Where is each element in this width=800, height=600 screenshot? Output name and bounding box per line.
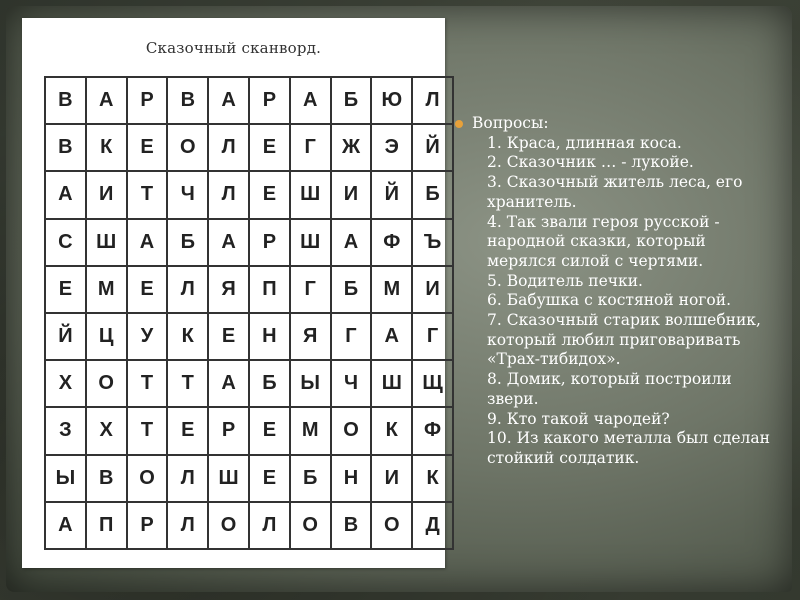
question-item: 7. Сказочный старик волшебник, который любил приговаривать «Трах-тибидох». xyxy=(487,311,761,369)
grid-cell: Ш xyxy=(86,219,127,266)
grid-cell: М xyxy=(371,266,412,313)
grid-cell: К xyxy=(412,455,453,502)
grid-cell: О xyxy=(127,455,168,502)
question-item: 8. Домик, который построили звери. xyxy=(487,370,732,408)
grid-cell: Я xyxy=(208,266,249,313)
grid-cell: Д xyxy=(412,502,453,549)
grid-row xyxy=(45,407,453,454)
grid-row xyxy=(45,219,453,266)
grid-cell: Ш xyxy=(290,219,331,266)
grid-cell: А xyxy=(86,77,127,124)
grid-cell: Э xyxy=(371,124,412,171)
grid-cell: Е xyxy=(167,407,208,454)
grid-row xyxy=(45,313,453,360)
grid-cell: Ч xyxy=(331,360,372,407)
question-item: 3. Сказочный житель леса, его хранитель. xyxy=(487,173,743,211)
grid-row xyxy=(45,171,453,218)
grid-cell: А xyxy=(208,77,249,124)
grid-cell: Х xyxy=(45,360,86,407)
grid-cell: Н xyxy=(249,313,290,360)
grid-cell: Ю xyxy=(371,77,412,124)
grid-cell: И xyxy=(331,171,372,218)
question-item: 5. Водитель печки. xyxy=(487,271,643,290)
grid-cell: О xyxy=(371,502,412,549)
grid-cell: А xyxy=(331,219,372,266)
grid-cell: Г xyxy=(290,124,331,171)
grid-cell: П xyxy=(86,502,127,549)
question-item: 9. Кто такой чародей? xyxy=(487,409,670,428)
grid-cell: А xyxy=(371,313,412,360)
question-item: 10. Из какого металла был сделан стойкий солдатик. xyxy=(487,429,770,467)
grid-cell: Р xyxy=(249,219,290,266)
grid-cell: Л xyxy=(412,77,453,124)
grid-cell: Щ xyxy=(412,360,453,407)
grid-cell: Е xyxy=(208,313,249,360)
grid-cell: Я xyxy=(290,313,331,360)
grid-cell: Е xyxy=(127,266,168,313)
grid-cell: С xyxy=(45,219,86,266)
grid-cell: К xyxy=(371,407,412,454)
letter-grid xyxy=(44,76,454,550)
grid-row xyxy=(45,455,453,502)
grid-cell: И xyxy=(412,266,453,313)
question-item: 2. Сказочник … - лукойе. xyxy=(487,153,694,172)
grid-row xyxy=(45,360,453,407)
grid-cell: Л xyxy=(167,266,208,313)
grid-cell: Б xyxy=(331,77,372,124)
grid-cell: К xyxy=(86,124,127,171)
grid-cell: Ъ xyxy=(412,219,453,266)
grid-cell: Ф xyxy=(371,219,412,266)
grid-row xyxy=(45,266,453,313)
questions-heading: Вопросы: xyxy=(472,114,549,132)
grid-cell: Л xyxy=(167,502,208,549)
grid-cell: Е xyxy=(249,124,290,171)
grid-cell: Р xyxy=(208,407,249,454)
grid-cell: Е xyxy=(45,266,86,313)
grid-cell: Ш xyxy=(371,360,412,407)
grid-cell: Т xyxy=(167,360,208,407)
grid-cell: Ы xyxy=(45,455,86,502)
grid-cell: З xyxy=(45,407,86,454)
question-item: 6. Бабушка с костяной ногой. xyxy=(487,291,732,310)
grid-cell: Т xyxy=(127,171,168,218)
grid-cell: В xyxy=(86,455,127,502)
grid-cell: Б xyxy=(290,455,331,502)
grid-cell: Е xyxy=(249,171,290,218)
grid-cell: Г xyxy=(412,313,453,360)
grid-cell: Р xyxy=(249,77,290,124)
grid-cell: В xyxy=(45,77,86,124)
grid-cell: Й xyxy=(45,313,86,360)
question-item: 4. Так звали героя русской - народной сказки, который мерялся силой с чертями. xyxy=(487,212,720,270)
grid-cell: Л xyxy=(208,171,249,218)
grid-row xyxy=(45,124,453,171)
puzzle-title: Сказочный сканворд. xyxy=(145,39,322,57)
grid-cell: У xyxy=(127,313,168,360)
grid-cell: А xyxy=(45,171,86,218)
grid-cell: Ф xyxy=(412,407,453,454)
grid-cell: К xyxy=(167,313,208,360)
grid-cell: Р xyxy=(127,502,168,549)
grid-cell: Ш xyxy=(208,455,249,502)
grid-cell: В xyxy=(45,124,86,171)
grid-cell: Б xyxy=(249,360,290,407)
scanword-sheet xyxy=(22,18,445,568)
grid-cell: Ш xyxy=(290,171,331,218)
grid-cell: Ц xyxy=(86,313,127,360)
grid-cell: Е xyxy=(249,407,290,454)
grid-cell: Б xyxy=(412,171,453,218)
grid-cell: Г xyxy=(290,266,331,313)
bullet-icon xyxy=(455,120,463,128)
grid-cell: О xyxy=(167,124,208,171)
grid-cell: Г xyxy=(331,313,372,360)
grid-cell: Л xyxy=(167,455,208,502)
grid-cell: И xyxy=(371,455,412,502)
grid-cell: Е xyxy=(127,124,168,171)
grid-cell: О xyxy=(86,360,127,407)
grid-row xyxy=(45,77,453,124)
grid-cell: Н xyxy=(331,455,372,502)
grid-cell: О xyxy=(208,502,249,549)
grid-row xyxy=(45,502,453,549)
question-item: 1. Краса, длинная коса. xyxy=(487,133,682,152)
grid-cell: Х xyxy=(86,407,127,454)
grid-cell: Ч xyxy=(167,171,208,218)
grid-cell: Е xyxy=(249,455,290,502)
grid-cell: В xyxy=(331,502,372,549)
questions-list xyxy=(487,134,772,469)
grid-cell: Б xyxy=(331,266,372,313)
grid-cell: А xyxy=(208,360,249,407)
grid-cell: Л xyxy=(208,124,249,171)
grid-cell: И xyxy=(86,171,127,218)
grid-cell: Т xyxy=(127,360,168,407)
grid-cell: М xyxy=(290,407,331,454)
questions-panel xyxy=(472,114,772,469)
grid-cell: П xyxy=(249,266,290,313)
grid-cell: О xyxy=(290,502,331,549)
grid-cell: В xyxy=(167,77,208,124)
grid-cell: Л xyxy=(249,502,290,549)
grid-cell: Ж xyxy=(331,124,372,171)
grid-cell: А xyxy=(45,502,86,549)
grid-cell: Б xyxy=(167,219,208,266)
grid-cell: Й xyxy=(412,124,453,171)
grid-cell: М xyxy=(86,266,127,313)
grid-cell: Й xyxy=(371,171,412,218)
grid-cell: А xyxy=(127,219,168,266)
grid-cell: Ы xyxy=(290,360,331,407)
grid-cell: А xyxy=(290,77,331,124)
grid-cell: Т xyxy=(127,407,168,454)
grid-cell: А xyxy=(208,219,249,266)
grid-cell: О xyxy=(331,407,372,454)
grid-cell: Р xyxy=(127,77,168,124)
